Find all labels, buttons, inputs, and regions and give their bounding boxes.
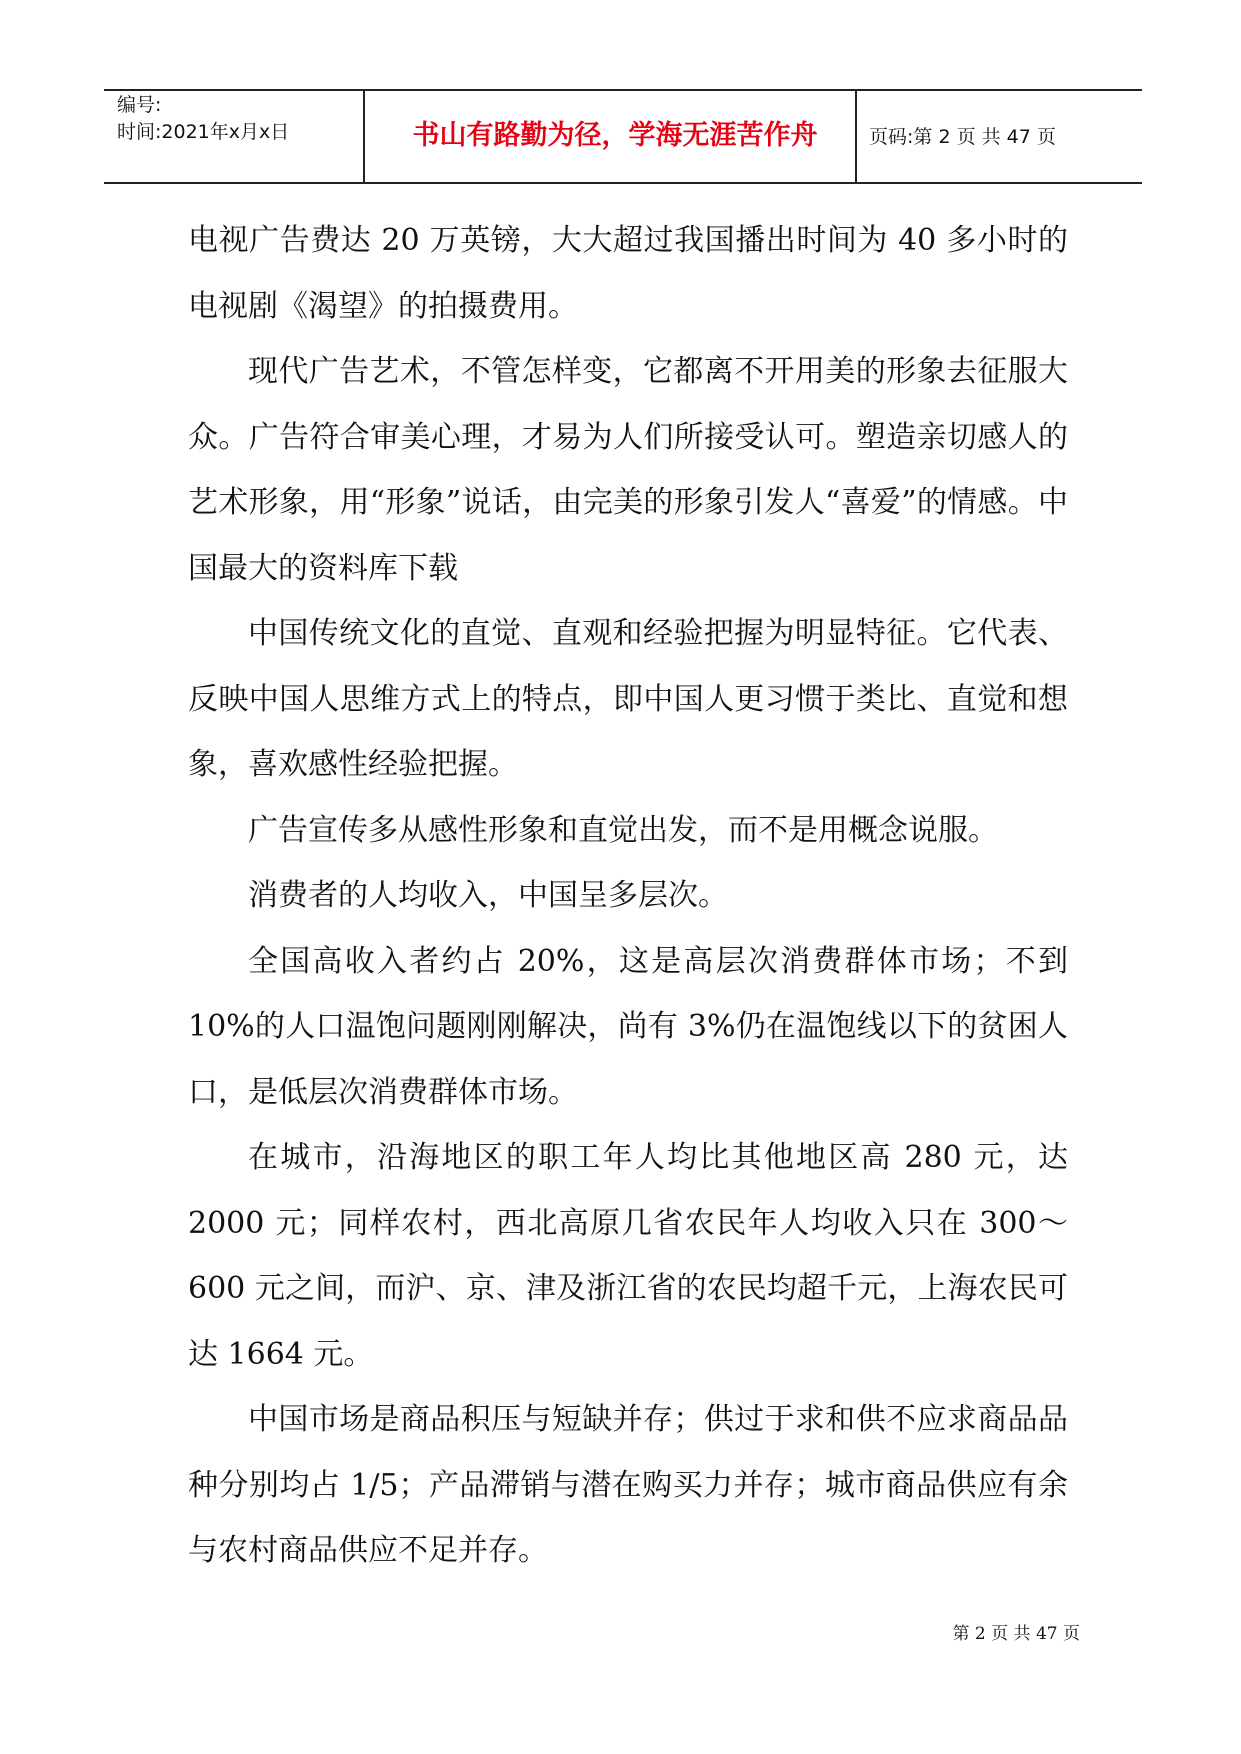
- header-page-label: 页码:第 2 页 共 47 页: [869, 126, 1056, 148]
- body-paragraph: 现代广告艺术，不管怎样变，它都离不开用美的形象去征服大众。广告符合审美心理，才易为人们所接受认可。塑造亲切感人的艺术形象，用“形象”说话，由完美的形象引发人“喜爱”的情感。中国最大的资料库下载: [188, 354, 1068, 586]
- body-paragraph: 消费者的人均收入，中国呈多层次。: [248, 878, 728, 913]
- header-serial-label: 编号:: [117, 94, 162, 116]
- document-body: [188, 208, 1068, 1584]
- header-motto: 书山有路勤为径，学海无涯苦作舟: [412, 120, 818, 151]
- body-paragraph: 广告宣传多从感性形象和直觉出发，而不是用概念说服。: [248, 812, 998, 848]
- header-time-label: 时间:2021年x月x日: [117, 121, 290, 143]
- body-paragraph: 中国传统文化的直觉、直观和经验把握为明显特征。它代表、反映中国人思维方式上的特点，即中国人更习惯于类比、直觉和想象，喜欢感性经验把握。: [188, 616, 1068, 782]
- header-bottom-rule: [104, 182, 1142, 184]
- body-paragraph: 全国高收入者约占 20%，这是高层次消费群体市场；不到 10%的人口温饱问题刚刚解决，尚有 3%仍在温饱线以下的贫困人口，是低层次消费群体市场。: [188, 943, 1068, 1110]
- header-top-rule: [104, 89, 1142, 91]
- header-divider-left: [363, 89, 365, 184]
- body-paragraph: 在城市，沿海地区的职工年人均比其他地区高 280 元，达 2000 元；同样农村，西北高原几省农民年人均收入只在 300～600 元之间，而沪、京、津及浙江省的农民均超千元，上海农民可达 1664 元。: [188, 1140, 1068, 1372]
- footer-page-number: 第 2 页 共 47 页: [952, 1624, 1080, 1644]
- body-paragraph: 中国市场是商品积压与短缺并存；供过于求和供不应求商品品种分别均占 1/5；产品滞销与潜在购买力并存；城市商品供应有余与农村商品供应不足并存。: [188, 1402, 1068, 1568]
- body-paragraph: 电视广告费达 20 万英镑，大大超过我国播出时间为 40 多小时的电视剧《渴望》的拍摄费用。: [188, 223, 1068, 324]
